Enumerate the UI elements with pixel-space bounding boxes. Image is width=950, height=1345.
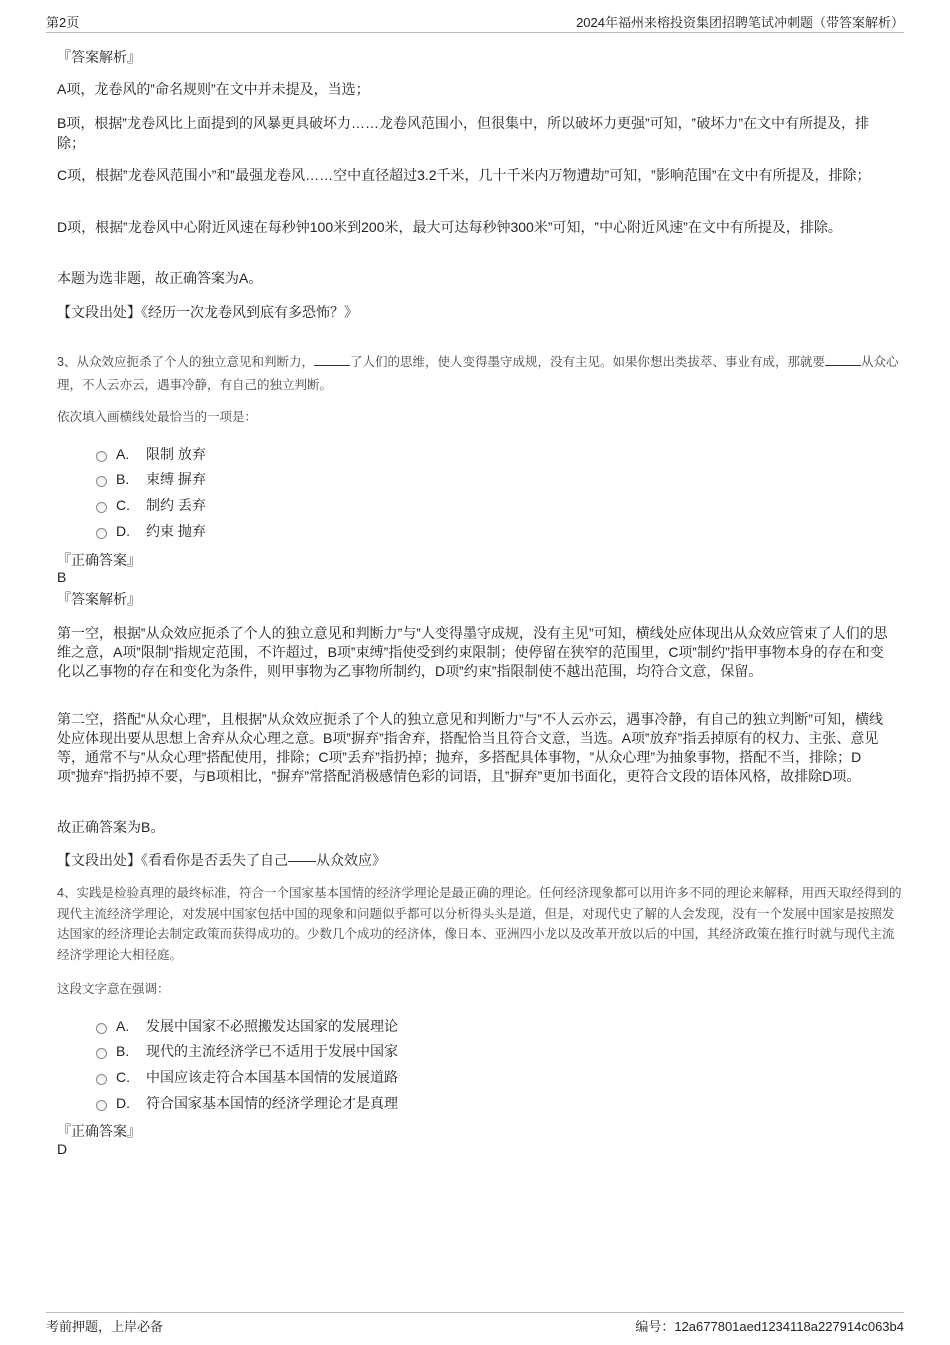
passage-source: 【文段出处】《经历一次龙卷风到底有多恐怖？》	[57, 304, 358, 320]
question-4-prompt: 这段文字意在强调：	[57, 982, 170, 996]
analysis-line-d: D项，根据‟龙卷风中心附近风速在每秒钟100米到200米，最大可达每秒钟300米”可知，‟中心附近风速”在文中有所提及，排除。	[57, 219, 842, 235]
q3-option-b[interactable]: B. 束缚 摒弃	[96, 469, 206, 489]
q4-option-d[interactable]: D. 符合国家基本国情的经济学理论才是真理	[96, 1093, 398, 1113]
q4-option-c[interactable]: C. 中国应该走符合本国基本国情的发展道路	[96, 1067, 398, 1087]
analysis-line-a: A项，龙卷风的‟命名规则”在文中并未提及，当选；	[57, 81, 370, 97]
footer-slogan: 考前押题，上岸必备	[46, 1319, 164, 1334]
q3-option-d[interactable]: D. 约束 抛弃	[96, 521, 206, 541]
radio-icon[interactable]	[96, 1074, 107, 1085]
analysis-conclusion: 故正确答案为B。	[57, 819, 165, 835]
passage-source: 【文段出处】《看看你是否丢失了自己——从众效应》	[57, 852, 386, 868]
radio-icon[interactable]	[96, 476, 107, 487]
q4-option-b[interactable]: B. 现代的主流经济学已不适用于发展中国家	[96, 1041, 398, 1061]
correct-answer-label: 『正确答案』	[57, 1123, 141, 1139]
analysis-conclusion: 本题为选非题，故正确答案为A。	[57, 270, 263, 286]
page-number: 第2页	[46, 15, 80, 30]
blank-2	[825, 365, 861, 366]
analysis-paragraph-2: 第二空，搭配‟从众心理”，且根据‟从众效应扼杀了个人的独立意见和判断力”与‟不人云亦云，遇事冷静，有自己的独立判断”可知，横线处应体现出要从思想上舍弃从众心理之意。B项‟摒弃”指舍弃，搭配恰当且符合文意，当选。A项‟放弃”指丢掉原有的权力、主张、意见等，通常不与‟从众心理”搭配使用，排除；C项‟丢弃”指扔掉；抛弃，多搭配具体事物，‟从众心理”为抽象事物，搭配不当，排除；D项‟抛弃”指扔掉不要，与B项相比，‟摒弃”常搭配消极感情色彩的词语，且‟摒弃”更加书面化，更符合文段的语体风格，故排除D项。	[57, 711, 883, 784]
correct-answer: D	[57, 1141, 68, 1157]
analysis-label: 『答案解析』	[57, 49, 141, 65]
question-3-text: 3、从众效应扼杀了个人的独立意见和判断力， 了人们的思维，使人变得墨守成规，没有主见。如果你想出类拔萃、事业有成，那就要 从众心理，不人云亦云，遇事冷静，有自己的独立判断。	[57, 355, 899, 392]
radio-icon[interactable]	[96, 528, 107, 539]
page-footer	[46, 1312, 904, 1335]
q4-option-a[interactable]: A. 发展中国家不必照搬发达国家的发展理论	[96, 1016, 398, 1036]
analysis-line-c: C项，根据‟龙卷风范围小”和‟最强龙卷风……空中直径超过3.2千米，几十千米内万物遭劫”可知，‟影响范围”在文中有所提及，排除；	[57, 167, 871, 183]
document-title: 2024年福州来榕投资集团招聘笔试冲刺题（带答案解析）	[576, 15, 904, 30]
blank-1	[314, 365, 350, 366]
radio-icon[interactable]	[96, 502, 107, 513]
correct-answer-label: 『正确答案』	[57, 552, 141, 568]
q3-option-c[interactable]: C. 制约 丢弃	[96, 495, 206, 515]
correct-answer: B	[57, 569, 67, 585]
analysis-line-b: B项，根据‟龙卷风比上面提到的风暴更具破坏力……龙卷风范围小，但很集中，所以破坏力更强”可知，‟破坏力”在文中有所提及，排除；	[57, 115, 869, 151]
radio-icon[interactable]	[96, 451, 107, 462]
radio-icon[interactable]	[96, 1048, 107, 1059]
question-4-text: 4、实践是检验真理的最终标准，符合一个国家基本国情的经济学理论是最正确的理论。任何经济现象都可以用许多不同的理论来解释，用西天取经得到的现代主流经济学理论，对发展中国家包括中国的现象和问题似乎都可以分析得头头是道，但是，对现代史了解的人会发现，没有一个发展中国家是按照发达国家的经济理论去制定政策而获得成功的。少数几个成功的经济体，像日本、亚洲四小龙以及改革开放以后的中国，其经济政策在推行时就与现代主流经济学理论大相径庭。	[57, 886, 902, 962]
document-code: 编号：12a677801aed1234118a227914c063b4	[635, 1319, 904, 1334]
page-header	[46, 12, 904, 33]
analysis-label: 『答案解析』	[57, 591, 141, 607]
radio-icon[interactable]	[96, 1100, 107, 1111]
radio-icon[interactable]	[96, 1023, 107, 1034]
question-3-prompt: 依次填入画横线处最恰当的一项是：	[57, 410, 258, 424]
q3-option-a[interactable]: A. 限制 放弃	[96, 444, 206, 464]
analysis-paragraph-1: 第一空，根据‟从众效应扼杀了个人的独立意见和判断力”与‟人变得墨守成规，没有主见”可知，横线处应体现出从众效应管束了人们的思维之意，A项‟限制”指规定范围，不许超过，B项‟束缚”指使受到约束限制；使停留在狭窄的范围里，C项‟制约”指甲事物本身的存在和变化以乙事物的存在和变化为条件，则甲事物为乙事物所制约，D项‟约束”指限制使不越出范围，均符合文意，保留。	[57, 625, 888, 679]
